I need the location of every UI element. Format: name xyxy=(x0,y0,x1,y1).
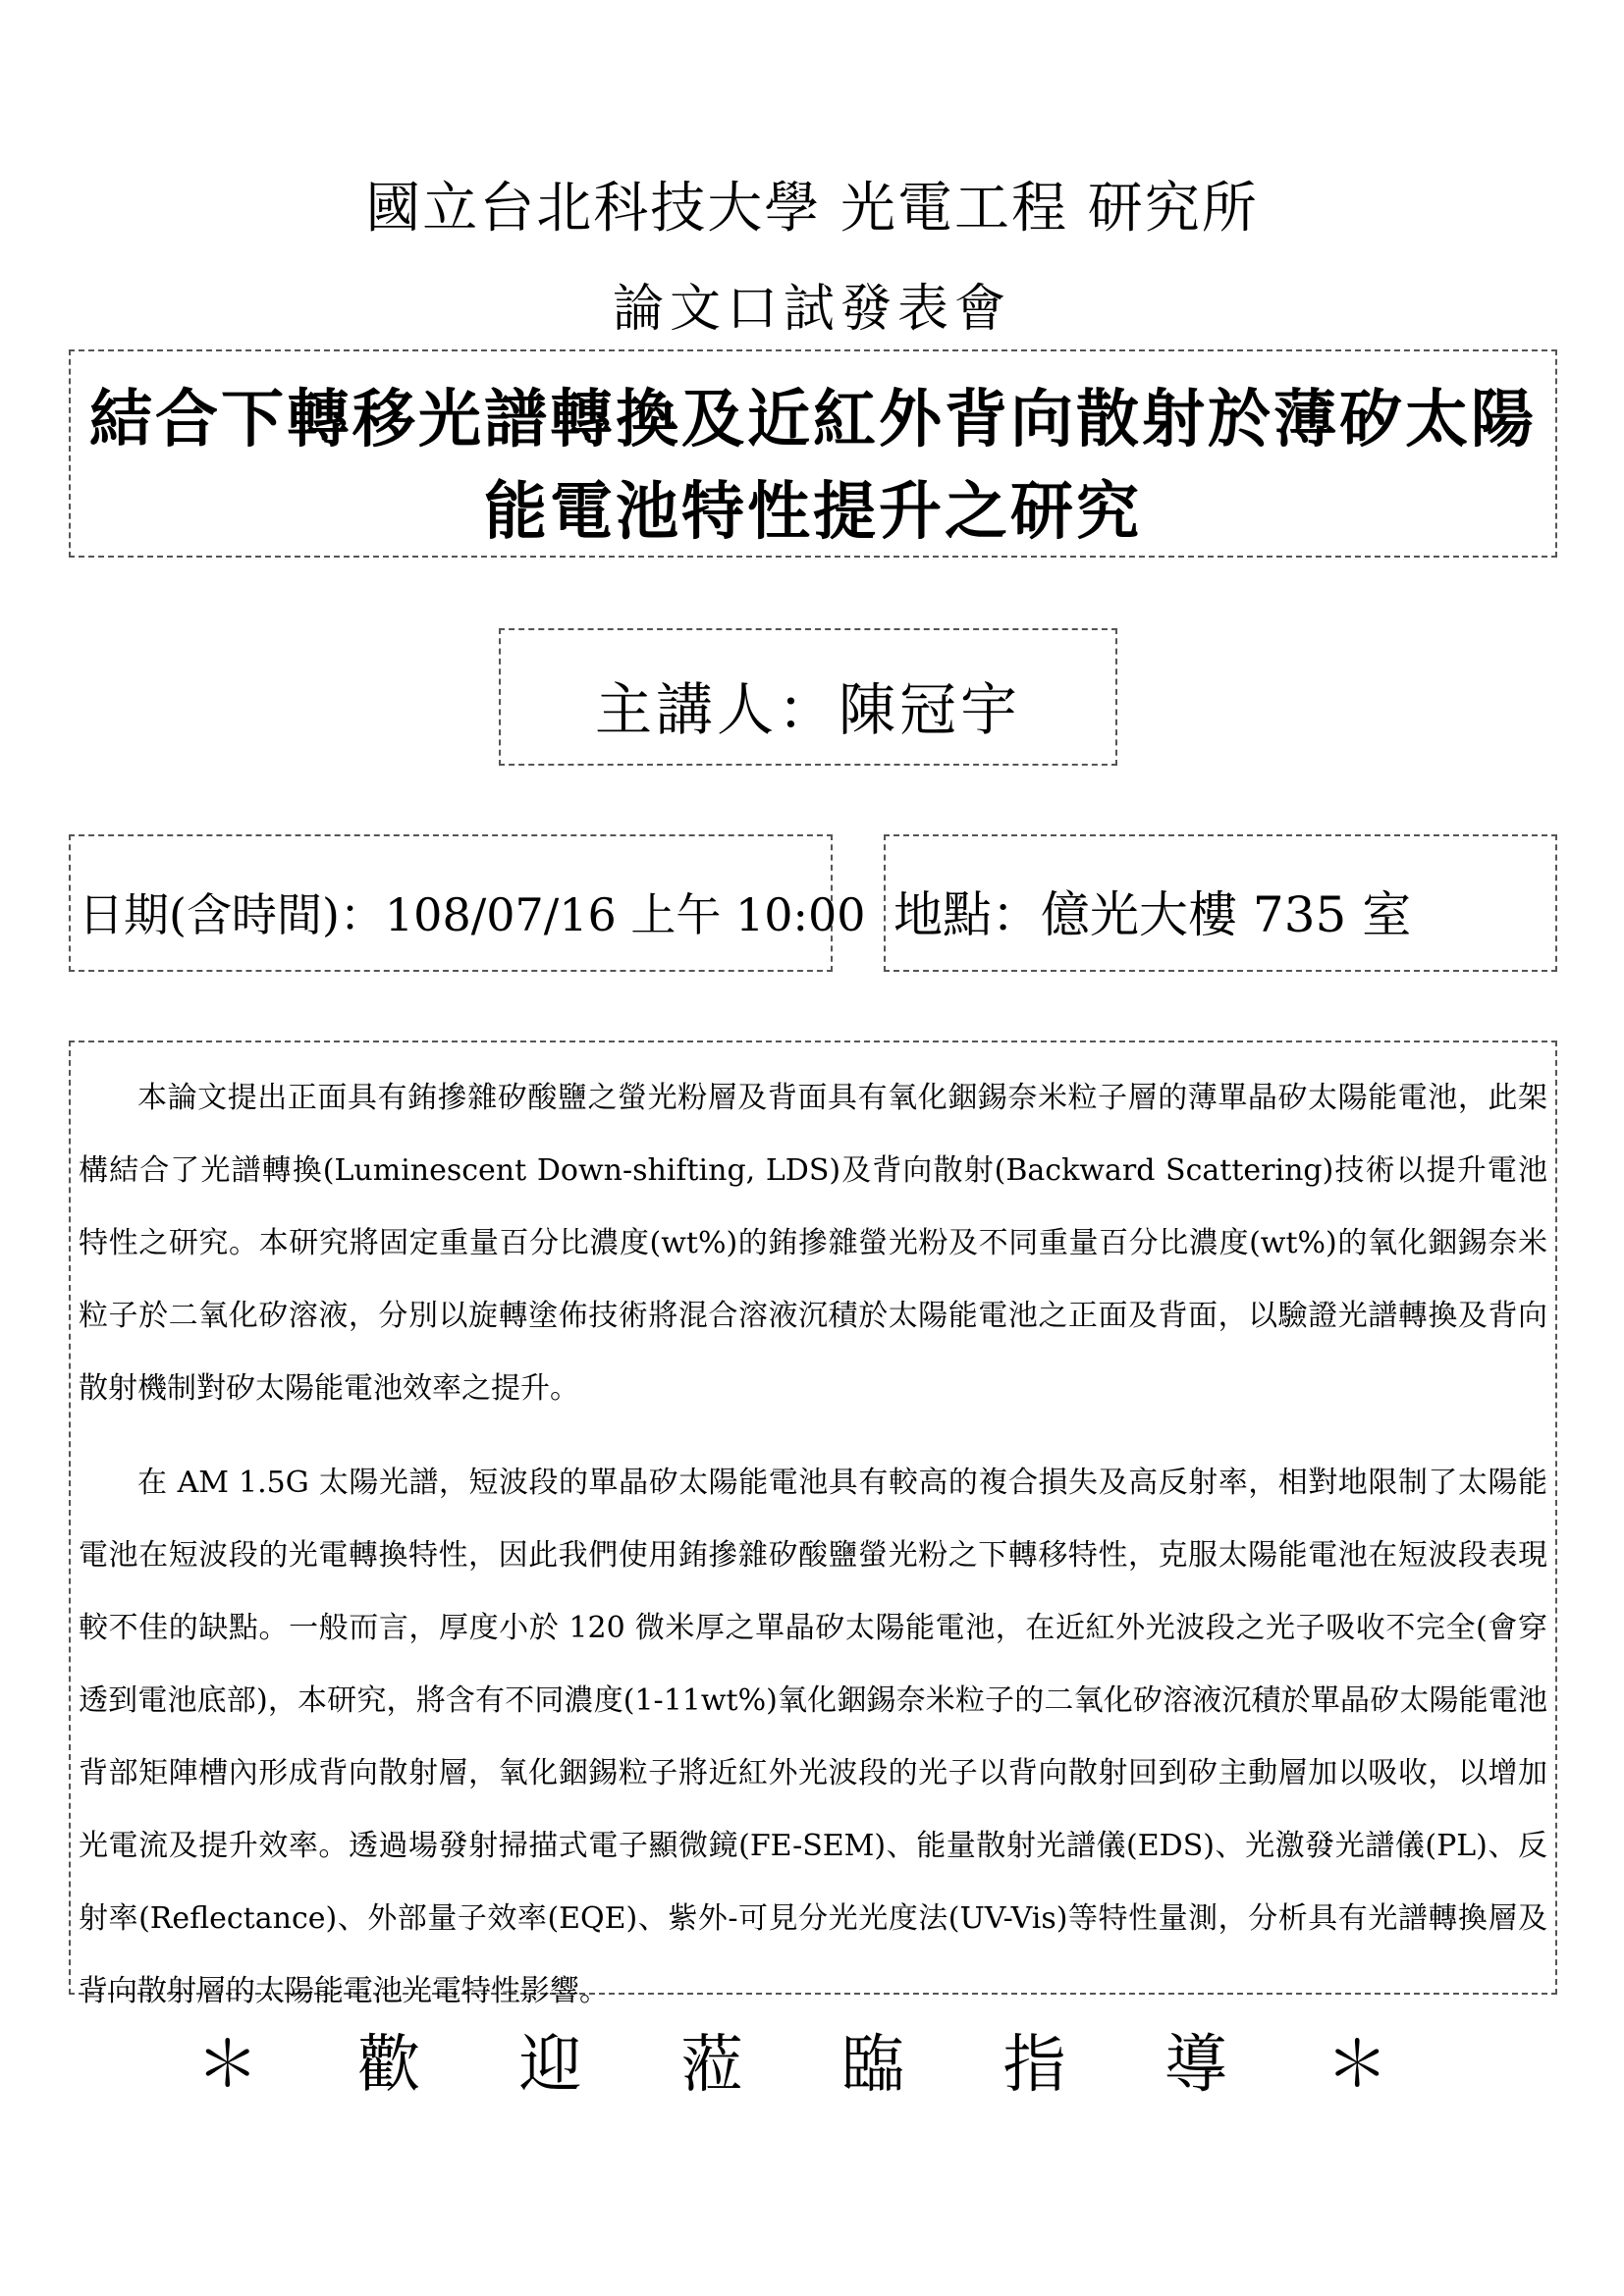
institution-heading: 國立台北科技大學 光電工程 研究所 xyxy=(365,177,1259,240)
speaker-box xyxy=(499,628,1117,766)
date-box xyxy=(69,834,866,972)
thesis-title-line-2: 能電池特性提升之研究 xyxy=(484,475,1142,549)
venue-label: 地點： xyxy=(893,886,1041,943)
venue-box xyxy=(884,834,1557,972)
speaker-line xyxy=(501,664,1115,746)
event-name-heading: 論文口試發表會 xyxy=(612,280,1011,339)
abstract-paragraph-1: 本論文提出正面具有銪摻雜矽酸鹽之螢光粉層及背面具有氧化銦錫奈米粒子層的薄單晶矽太陽能電池，此架構結合了光譜轉換(Luminescent Down-shifting, LDS)及背向散射(Backward Scattering)技術以提升電池特性之研究。本研究將固定重量百分比濃度(wt%)的銪摻雜螢光粉及不同重量百分比濃度(wt%)的氧化銦錫奈米粒子於二氧化矽溶液，分別以旋轉塗佈技術將混合溶液沉積於太陽能電池之正面及背面，以驗證光譜轉換及背向散射機制對矽太陽能電池效率之提升。 xyxy=(79,1081,1547,1406)
welcome-footer: ＊ 歡 迎 蒞 臨 指 導 ＊ xyxy=(195,2029,1429,2102)
speaker-label: 主講人： xyxy=(594,676,839,743)
date-line xyxy=(79,880,866,944)
thesis-title-line-1: 結合下轉移光譜轉換及近紅外背向散射於薄矽太陽 xyxy=(89,383,1537,456)
abstract-paragraph-2: 在 AM 1.5G 太陽光譜，短波段的單晶矽太陽能電池具有較高的複合損失及高反射率，相對地限制了太陽能電池在短波段的光電轉換特性，因此我們使用銪摻雜矽酸鹽螢光粉之下轉移特性，克服太陽能電池在短波段表現較不佳的缺點。一般而言，厚度小於 120 微米厚之單晶矽太陽能電池，在近紅外光波段之光子吸收不完全(會穿透到電池底部)，本研究，將含有不同濃度(1-11wt%)氧化銦錫奈米粒子的二氧化矽溶液沉積於單晶矽太陽能電池背部矩陣槽內形成背向散射層，氧化銦錫粒子將近紅外光波段的光子以背向散射回到矽主動層加以吸收，以增加光電流及提升效率。透過場發射掃描式電子顯微鏡(FE-SEM)、能量散射光譜儀(EDS)、光激發光譜儀(PL)、反射率(Reflectance)、外部量子效率(EQE)、紫外-可見分光光度法(UV-Vis)等特性量測，分析具有光譜轉換層及背向散射層的太陽能電池光電特性影響。 xyxy=(79,1466,1547,2008)
abstract-box xyxy=(69,1041,1557,2008)
speaker-name: 陳冠宇 xyxy=(839,676,1022,743)
date-label: 日期(含時間)： xyxy=(79,888,385,941)
date-value: 108/07/16 上午 10:00 xyxy=(384,888,866,941)
venue-value: 億光大樓 735 室 xyxy=(1041,886,1412,943)
venue-line xyxy=(893,876,1411,946)
thesis-title-box xyxy=(69,349,1557,558)
